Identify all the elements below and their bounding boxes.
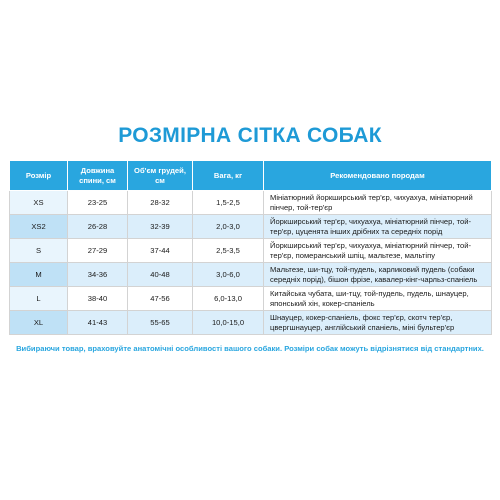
cell-breeds: Йоркширський тер'єр, чихуахуа, мініатюрний пінчер, той-тер'єр, цуценята інших дрібних та середніх порід xyxy=(264,215,492,239)
size-chart-table xyxy=(9,160,492,335)
cell-chest: 32-39 xyxy=(128,215,193,239)
table-row xyxy=(10,311,492,335)
table-row xyxy=(10,215,492,239)
table-row xyxy=(10,239,492,263)
header-breeds: Рекомендовано породам xyxy=(264,161,492,191)
cell-weight: 2,5-3,5 xyxy=(193,239,264,263)
table-row xyxy=(10,191,492,215)
header-chest: Об'єм грудей, см xyxy=(128,161,193,191)
cell-weight: 10,0-15,0 xyxy=(193,311,264,335)
cell-weight: 6,0-13,0 xyxy=(193,287,264,311)
cell-size: S xyxy=(10,239,68,263)
cell-back-length: 27-29 xyxy=(68,239,128,263)
cell-size: XS2 xyxy=(10,215,68,239)
footnote: Вибираючи товар, враховуйте анатомічні особливості вашого собаки. Розміри собак можуть відрізнятися від стандартних. xyxy=(16,344,484,353)
page-title: РОЗМІРНА СІТКА СОБАК xyxy=(118,124,382,147)
cell-chest: 28-32 xyxy=(128,191,193,215)
cell-chest: 37-44 xyxy=(128,239,193,263)
header-back-length: Довжина спини, см xyxy=(68,161,128,191)
table-row xyxy=(10,263,492,287)
cell-size: M xyxy=(10,263,68,287)
cell-size: XS xyxy=(10,191,68,215)
cell-weight: 2,0-3,0 xyxy=(193,215,264,239)
cell-size: XL xyxy=(10,311,68,335)
header-size: Розмір xyxy=(10,161,68,191)
cell-chest: 47-56 xyxy=(128,287,193,311)
cell-weight: 3,0-6,0 xyxy=(193,263,264,287)
cell-back-length: 41-43 xyxy=(68,311,128,335)
table-row xyxy=(10,287,492,311)
header-weight: Вага, кг xyxy=(193,161,264,191)
cell-breeds: Мальтезе, ши-тцу, той-пудель, карликовий пудель (собаки середніх порід), бішон фрізе, кавалер-кінг-чарльз-спаніель xyxy=(264,263,492,287)
cell-breeds: Йоркширський тер'єр, чихуахуа, мініатюрний пінчер, той-тер'єр, померанський шпіц, мальтезе, мальтіпу xyxy=(264,239,492,263)
cell-chest: 40-48 xyxy=(128,263,193,287)
cell-breeds: Китайська чубата, ши-тцу, той-пудель, пудель, шнауцер, японський хін, кокер-спаніель xyxy=(264,287,492,311)
cell-back-length: 34-36 xyxy=(68,263,128,287)
cell-breeds: Мініатюрний йоркширський тер'єр, чихуахуа, мініатюрний пінчер, той-тер'єр xyxy=(264,191,492,215)
cell-chest: 55-65 xyxy=(128,311,193,335)
cell-back-length: 26-28 xyxy=(68,215,128,239)
table-header-row xyxy=(10,161,492,191)
cell-breeds: Шнауцер, кокер-спаніель, фокс тер'єр, скотч тер'єр, цвергшнауцер, англійський спаніель, міні бультер'єр xyxy=(264,311,492,335)
cell-weight: 1,5-2,5 xyxy=(193,191,264,215)
cell-back-length: 38-40 xyxy=(68,287,128,311)
cell-size: L xyxy=(10,287,68,311)
cell-back-length: 23-25 xyxy=(68,191,128,215)
